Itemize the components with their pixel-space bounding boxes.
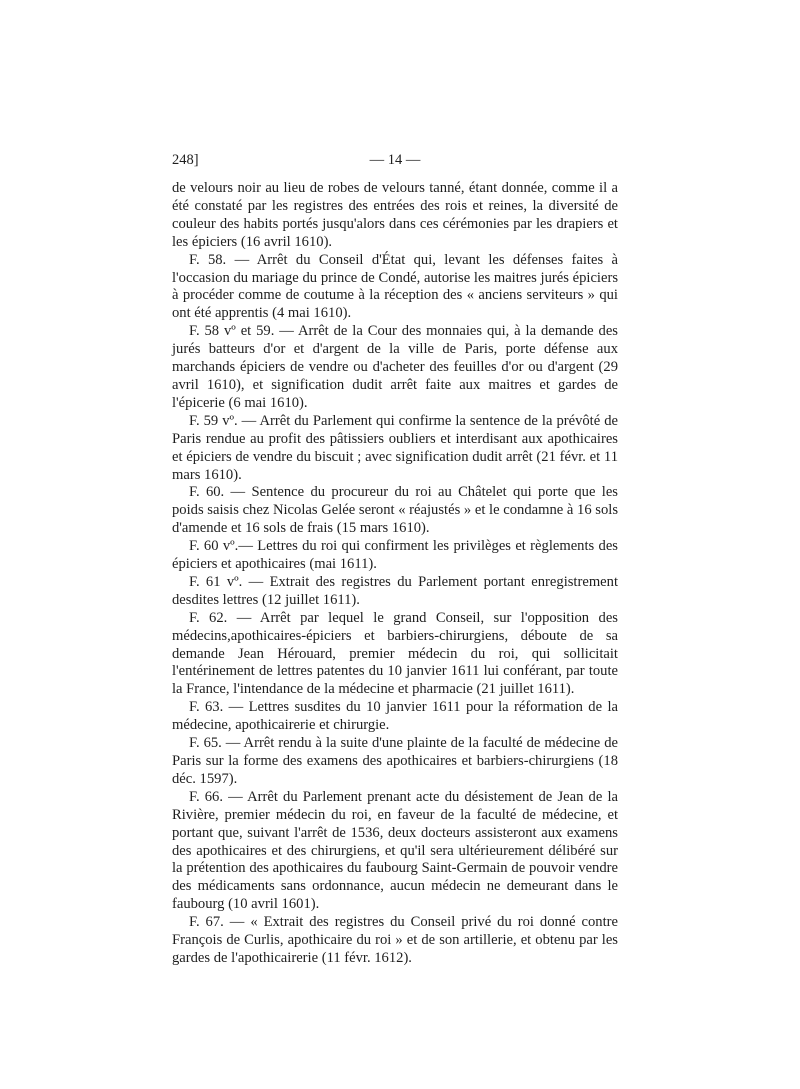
entry-f66: F. 66. — Arrêt du Parlement prenant acte du désistement de Jean de la Rivière, premier médecin du roi, en faveur de la faculté de médecine, et portant que, suivant l'arrêt de 1536, deux docteurs assisteront aux examens des apothicaires et des chirurgiens, et qu'il sera ultérieurement délibéré sur la prétention des apothicaires du faubourg Saint-Germain de pouvoir vendre des médicaments sans ordonnance, aucun médecin ne demeurant dans le faubourg (10 avril 1601). xyxy=(172,788,618,913)
entry-f63: F. 63. — Lettres susdites du 10 janvier 1611 pour la réformation de la médecine, apothicairerie et chirurgie. xyxy=(172,699,618,734)
entry-f58v-59: F. 58 vº et 59. — Arrêt de la Cour des monnaies qui, à la demande des jurés batteurs d'or et d'argent de la ville de Paris, porte défense aux marchands épiciers de vendre ou d'acheter des feuilles d'or ou d'argent (29 avril 1610), et signification dudit arrêt faite aux maitres et gardes de l'épicerie (6 mai 1610). xyxy=(172,323,618,411)
entry-f58: F. 58. — Arrêt du Conseil d'État qui, levant les défenses faites à l'occasion du mariage du prince de Condé, autorise les maitres jurés épiciers à procéder comme de coutume à la réception des « anciens serviteurs » qui ont été apprentis (4 mai 1610). xyxy=(172,251,618,322)
entry-f67: F. 67. — « Extrait des registres du Conseil privé du roi donné contre François de Curlis, apothicaire du roi » et de son artillerie, et obtenu par les gardes de l'apothicairerie (11 févr. 1612). xyxy=(172,914,618,966)
paragraph-continuation: de velours noir au lieu de robes de velours tanné, étant donnée, comme il a été constaté par les registres des entrées des rois et reines, la diversité de couleur des habits portés jusqu'alors dans ces cérémonies par les drapiers et les épiciers (16 avril 1610). xyxy=(172,180,618,250)
running-head xyxy=(172,152,618,174)
entry-f60: F. 60. — Sentence du procureur du roi au Châtelet qui porte que les poids saisis chez Nicolas Gelée seront « réajustés » et le condamne à 16 sols d'amende et 16 sols de frais (15 mars 1610). xyxy=(172,484,618,537)
page-reference: 248] xyxy=(172,152,199,168)
text-body xyxy=(172,180,618,968)
entry-f65: F. 65. — Arrêt rendu à la suite d'une plainte de la faculté de médecine de Paris sur la forme des examens des apothicaires et barbiers-chirurgiens (18 déc. 1597). xyxy=(172,735,618,787)
page-number: — 14 — xyxy=(369,152,421,168)
entry-f60v: F. 60 vº.— Lettres du roi qui confirment les privilèges et règlements des épiciers et apothicaires (mai 1611). xyxy=(172,538,618,573)
entry-f59v: F. 59 vº. — Arrêt du Parlement qui confirme la sentence de la prévôté de Paris rendue au profit des pâtissiers oubliers et interdisant aux apothicaires et épiciers de vendre du biscuit ; avec signification dudit arrêt (21 févr. et 11 mars 1610). xyxy=(172,412,618,483)
entry-f62: F. 62. — Arrêt par lequel le grand Conseil, sur l'opposition des médecins,apothicaires-épiciers et barbiers-chirurgiens, déboute de sa demande Jean Hérouard, premier médecin du roi, qui sollicitait l'entérinement de lettres patentes du 10 janvier 1611 lui conférant, par toute la France, l'intendance de la médecine et pharmacie (21 juillet 1611). xyxy=(172,609,618,698)
entry-f61v: F. 61 vº. — Extrait des registres du Parlement portant enregistrement desdites lettres (12 juillet 1611). xyxy=(172,573,618,608)
